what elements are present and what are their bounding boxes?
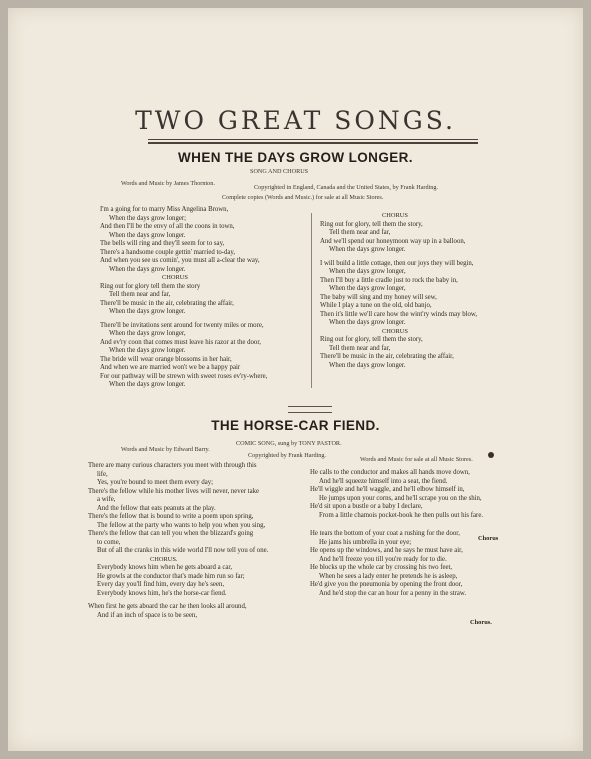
lyric-line: He jams his umbrella in your eye; [319,538,412,546]
lyric-line: And he'd stop the car an hour for a penny in the straw. [319,589,467,597]
lyric-line: He calls to the conductor and makes all hands move down, [310,469,470,476]
lyric-line: But of all the cranks in this wide world I'll now tell you of one. [97,547,269,554]
lyric-line: When the days grow longer. [109,347,186,354]
song1-copyright: Copyrighted in England, Canada and the United States, by Frank Harding. [254,184,439,191]
song1-complete-copies: Complete copies (Words and Music.) for sale at all Music Stores. [222,194,384,201]
section-ornament [288,406,332,413]
lyric-line: He opens up the windows, and he says he must have air, [310,547,463,554]
lyric-line: Tell them near and far, [109,291,171,298]
lyric-line: Tell them near and far, [329,344,391,352]
song2-title: THE HORSE-CAR FIEND. [211,418,380,433]
lyric-line: When the days grow longer; [109,214,187,222]
lyric-line: He tears the bottom of your coat a rushing for the door, [310,530,460,537]
song2-for-sale: Words and Music for sale at all Music Stores. [360,456,473,463]
lyric-line: And the fellow that eats peanuts at the play. [97,504,216,512]
lyric-line: When the days grow longer. [329,361,406,369]
song1-left-column [100,206,267,390]
lyric-line: a wife, [97,496,116,503]
lyric-line: When the days grow longer. [109,265,186,273]
lyric-line: There'll be invitations sent around for twenty miles or more, [100,321,264,329]
song2-chorus-mark-2: Chorus. [470,619,492,626]
lyric-line: There's the fellow that is bound to write a poem upon spring, [88,513,254,520]
lyric-line: He blocks up the whole car by crossing his two feet, [310,564,453,571]
song1-right-column [320,212,477,370]
lyric-line: When the days grow longer. [329,246,406,253]
lyric-line: When first he gets aboard the car he then looks all around, [88,603,247,610]
lyric-line: And he'll freeze you till you're ready for to die. [319,555,447,563]
sheet [8,8,583,751]
lyric-line: And then I'll be the envy of all the coons in town, [100,223,235,230]
lyric-line: The bride will wear orange blossoms in her hair, [100,355,232,363]
column-divider [311,213,312,388]
lyric-line: He growls at the conductor that's made him run so far; [97,572,245,580]
lyric-line: When the days grow longer. [329,319,406,326]
lyric-line: I'm a going for to marry Miss Angelina Brown, [100,206,229,213]
lyric-line: And we'll spend our honeymoon way up in a balloon, [320,237,466,245]
lyric-line: Tell them near and far, [329,229,391,236]
song1-subtitle: SONG AND CHORUS [250,168,309,175]
lyric-line: There's the fellow that can tell you when the blizzard's going [88,530,254,537]
song2-chorus-mark-1: Chorus [478,535,499,542]
lyric-line: He'd sit upon a bustle or a baby I declare, [310,503,423,510]
lyric-line: And when we are married won't we be a happy pair [100,364,241,371]
song2-left-column [88,462,268,620]
chorus-heading: CHORUS [382,327,408,335]
lyric-line: Then it's little we'll care how the wint'ry winds may blow, [320,310,478,318]
lyric-line: For our pathway will be strewn with sweet roses ev'ry-where, [100,372,268,380]
lyric-line: From a little chamois pocket-book he then pulls out his fare. [319,511,484,519]
lyric-line: Ring out for glory, tell them the story, [320,336,423,343]
lyric-line: There'll be music in the air, celebrating the affair, [320,353,454,360]
ink-spot [488,452,494,458]
lyric-line: And ev'ry coon that comes must leave his razor at the door, [100,338,262,346]
song2-subtitle: COMIC SONG, sung by TONY PASTOR. [236,440,342,447]
lyric-line: life, [97,470,108,478]
lyric-line: There's the fellow while his mother lives will never, never take [88,487,260,495]
song2-words-music: Words and Music by Edward Barry. [121,446,210,453]
lyric-line: There are many curious characters you meet with through this [88,462,257,469]
title-rule-bottom [148,142,478,144]
lyric-line: He'll wiggle and he'll waggle, and he'll elbow himself in, [310,486,465,493]
lyric-line: The baby will sing and my honey will sew, [320,293,437,301]
lyric-line: Everybody knows him, he's the horse-car fiend. [97,589,227,597]
lyric-line: And if an inch of space is to be seen, [97,611,198,619]
lyric-line: When the days grow longer, [329,268,406,275]
lyric-line: Ring out for glory tell them the story [100,282,201,290]
lyric-line: There'll be music in the air, celebrating the affair, [100,299,234,307]
lyric-line: When the days grow longer, [329,285,406,292]
song2-copyright: Copyrighted by Frank Harding. [248,452,327,459]
lyric-line: There's a handsome couple gettin' married to-day, [100,248,236,256]
lyric-line: When the days grow longer. [109,308,186,315]
page-title: TWO GREAT SONGS. [135,106,456,135]
lyric-line: When the days grow longer, [109,330,186,337]
lyric-line: The fellow at the party who wants to help you when you sing, [97,521,266,529]
lyric-line: He'd give you the pneumonia by opening the front door, [310,581,463,588]
song2-right-column [310,469,483,598]
lyric-line: When the days grow longer. [109,381,186,388]
lyric-line: I will build a little cottage, then our joys they will begin, [320,259,474,267]
chorus-heading: CHORUS [162,274,188,281]
lyric-line: He jumps upon your corns, and he'll scrape you on the shin, [319,494,482,502]
song1-title: WHEN THE DAYS GROW LONGER. [178,150,413,165]
lyric-line: And when you see us comin', you must all a-clear the way, [100,257,260,264]
lyric-line: Every day you'll find him, every day he's seen, [97,581,225,588]
chorus-heading: CHORUS. [150,555,178,563]
lyric-line: When he sees a lady enter he pretends he is asleep, [319,572,458,580]
lyric-line: When the days grow longer. [109,231,186,239]
song1-words-music: Words and Music by James Thornton. [121,180,215,187]
lyric-line: Everybody knows him when he gets aboard a car, [97,564,233,571]
lyric-line: The bells will ring and they'll seem for to say, [100,240,225,247]
lyric-line: And he'll squeeze himself into a seat, the fiend. [319,477,448,485]
lyric-line: Yes, you're bound to meet them every day; [97,479,214,486]
lyric-line: to come, [97,538,121,546]
lyric-line: Then I'll buy a little cradle just to rock the baby in, [320,276,458,284]
lyric-line: Ring out for glory, tell them the story, [320,220,423,228]
lyric-line: While I play a tune on the old, old banjo, [320,302,432,309]
chorus-heading: CHORUS [382,212,408,219]
title-rule-top [148,139,478,140]
